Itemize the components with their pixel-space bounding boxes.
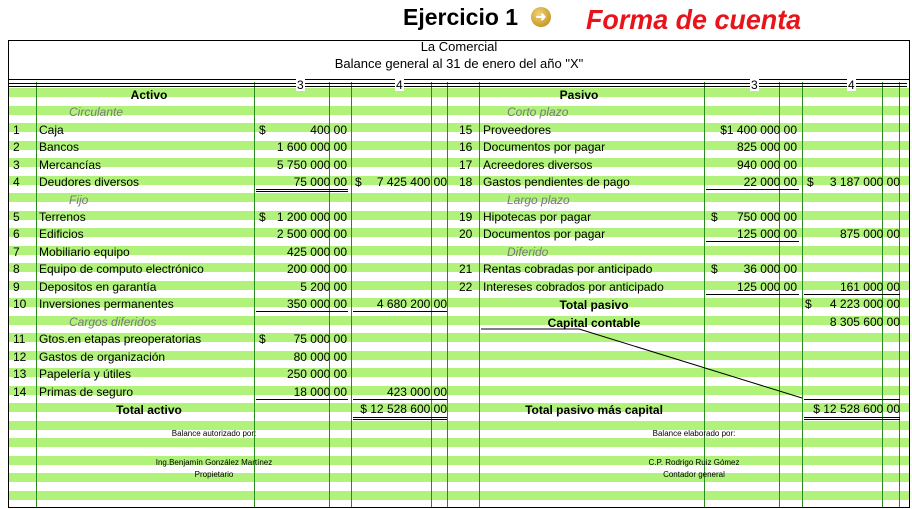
- pasivo-row-total: 3 187 000 00: [829, 175, 900, 189]
- col-number-3-activo: 3: [297, 78, 304, 92]
- activo-row-name: Deudores diversos: [39, 175, 140, 189]
- pasivo-row-number: 22: [459, 280, 473, 294]
- authorized-role: Propietario: [194, 470, 234, 479]
- activo-row-total-currency: $: [355, 175, 362, 189]
- activo-row-number: 8: [13, 262, 20, 276]
- pasivo-row-number: 16: [459, 140, 473, 154]
- balance-title: Balance general al 31 de enero del año "X": [334, 56, 584, 71]
- col-number-4-pasivo: 4: [848, 78, 855, 92]
- pasivo-row-number: 18: [459, 175, 473, 189]
- activo-row-number: 9: [13, 280, 20, 294]
- activo-row-value: 1 600 000 00: [276, 140, 347, 154]
- activo-row-value: 75 000 00: [293, 332, 347, 346]
- section-fijo: Fijo: [69, 193, 89, 207]
- pasivo-row-number: 15: [459, 123, 473, 137]
- total-pasivo-currency: $: [805, 297, 812, 311]
- section-cargos-diferidos: Cargos diferidos: [69, 315, 157, 329]
- activo-row-name: Mobiliario equipo: [39, 245, 130, 259]
- prepared-role: Contador general: [663, 470, 725, 479]
- activo-row-number: 12: [13, 350, 27, 364]
- activo-row-number: 6: [13, 227, 20, 241]
- section-corto-plazo: Corto plazo: [507, 105, 569, 119]
- pasivo-row-value: 36 000 00: [743, 262, 797, 276]
- total-pasivo-value: 4 223 000 00: [829, 297, 900, 311]
- activo-row-value: 80 000 00: [293, 350, 347, 364]
- activo-row-total: 423 000 00: [386, 385, 447, 399]
- activo-row-number: 3: [13, 158, 20, 172]
- pasivo-row-name: Documentos por pagar: [483, 227, 606, 241]
- pasivo-row-currency: $: [711, 210, 718, 224]
- total-activo-value: $ 12 528 600 00: [360, 402, 447, 416]
- pasivo-row-number: 20: [459, 227, 473, 241]
- activo-row-name: Inversiones permanentes: [39, 297, 174, 311]
- pasivo-row-currency: $: [711, 262, 718, 276]
- activo-row-value: 2 500 000 00: [276, 227, 347, 241]
- page-subtitle: Forma de cuenta: [586, 4, 802, 35]
- pasivo-row-name: Rentas cobradas por anticipado: [483, 262, 653, 276]
- pasivo-row-total-currency: $: [807, 175, 814, 189]
- pasivo-row-value: $1 400 000 00: [720, 123, 797, 137]
- activo-row-number: 13: [13, 367, 27, 381]
- pasivo-header: Pasivo: [559, 88, 599, 102]
- activo-row-number: 4: [13, 175, 20, 189]
- activo-row-name: Edificios: [39, 227, 84, 241]
- activo-row-currency: $: [259, 332, 266, 346]
- activo-row-number: 7: [13, 245, 20, 259]
- activo-row-name: Mercancías: [39, 158, 102, 172]
- authorized-name: Ing.Benjamín González Martínez: [155, 458, 273, 467]
- pasivo-row-name: Documentos por pagar: [483, 140, 606, 154]
- activo-row-value: 75 000 00: [293, 175, 347, 189]
- activo-row-name: Gtos.en etapas preoperatorias: [39, 332, 202, 346]
- pasivo-row-value: 125 000 00: [736, 227, 797, 241]
- pasivo-row-value: 22 000 00: [743, 175, 797, 189]
- total-pasivo-label: Total pasivo: [559, 298, 629, 312]
- total-activo-label: Total activo: [116, 403, 182, 417]
- activo-header: Activo: [130, 88, 168, 102]
- company-name: La Comercial: [420, 40, 498, 54]
- page-title: Ejercicio 1: [403, 4, 519, 30]
- section-largo-plazo: Largo plazo: [507, 193, 570, 207]
- activo-row-value: 5 750 000 00: [276, 158, 347, 172]
- activo-row-number: 1: [13, 123, 20, 137]
- pasivo-row-value: 940 000 00: [736, 158, 797, 172]
- pasivo-row-total: 875 000 00: [839, 227, 900, 241]
- pasivo-row-name: Hipotecas por pagar: [483, 210, 592, 224]
- activo-row-number: 11: [13, 332, 26, 346]
- arrow-right-icon[interactable]: ➜: [531, 7, 551, 27]
- activo-row-value: 400 00: [310, 123, 347, 137]
- total-pasivo-capital-label: Total pasivo más capital: [525, 403, 663, 417]
- activo-row-name: Terrenos: [39, 210, 86, 224]
- pasivo-row-value: 825 000 00: [736, 140, 797, 154]
- prepared-name: C.P. Rodrigo Ruiz Gómez: [648, 458, 740, 467]
- pasivo-row-number: 17: [459, 158, 473, 172]
- activo-row-value: 200 000 00: [286, 262, 347, 276]
- prepared-label: Balance elaborado por:: [652, 429, 736, 438]
- activo-row-currency: $: [259, 123, 266, 137]
- activo-row-value: 5 200 00: [300, 280, 347, 294]
- activo-row-number: 5: [13, 210, 20, 224]
- activo-row-total: 7 425 400 00: [376, 175, 447, 189]
- activo-row-currency: $: [259, 210, 266, 224]
- capital-connector-line: [9, 41, 909, 508]
- total-pasivo-capital-value: $ 12 528 600 00: [813, 402, 900, 416]
- activo-row-name: Gastos de organización: [39, 350, 166, 364]
- section-diferido: Diferido: [507, 245, 549, 259]
- capital-contable-value: 8 305 600 00: [829, 315, 900, 329]
- activo-row-name: Equipo de computo electrónico: [39, 262, 204, 276]
- activo-row-value: 18 000 00: [293, 385, 347, 399]
- col-number-3-pasivo: 3: [751, 78, 758, 92]
- activo-row-value: 350 000 00: [286, 297, 347, 311]
- col-number-4-activo: 4: [396, 78, 403, 92]
- activo-row-value: 1 200 000 00: [276, 210, 347, 224]
- activo-row-number: 2: [13, 140, 20, 154]
- balance-sheet: [8, 40, 910, 508]
- pasivo-row-name: Intereses cobrados por anticipado: [483, 280, 664, 294]
- pasivo-row-number: 21: [459, 262, 473, 276]
- authorized-label: Balance autorizado por:: [171, 429, 257, 438]
- activo-row-total: 4 680 200 00: [376, 297, 447, 311]
- pasivo-row-value: 750 000 00: [736, 210, 797, 224]
- activo-row-name: Papelería y útiles: [39, 367, 132, 381]
- activo-row-value: 250 000 00: [286, 367, 347, 381]
- section-circulante: Circulante: [69, 105, 124, 119]
- activo-row-number: 10: [13, 297, 27, 311]
- pasivo-row-number: 19: [459, 210, 473, 224]
- capital-contable-label: Capital contable: [547, 316, 641, 330]
- activo-row-name: Primas de seguro: [39, 385, 134, 399]
- activo-row-name: Caja: [39, 123, 64, 137]
- pasivo-row-value: 125 000 00: [736, 280, 797, 294]
- pasivo-row-total: 161 000 00: [839, 280, 900, 294]
- pasivo-row-name: Proveedores: [483, 123, 552, 137]
- activo-row-value: 425 000 00: [286, 245, 347, 259]
- activo-row-number: 14: [13, 385, 27, 399]
- pasivo-row-name: Acreedores diversos: [483, 158, 593, 172]
- activo-row-name: Bancos: [39, 140, 80, 154]
- activo-row-name: Depositos en garantía: [39, 280, 157, 294]
- pasivo-row-name: Gastos pendientes de pago: [483, 175, 630, 189]
